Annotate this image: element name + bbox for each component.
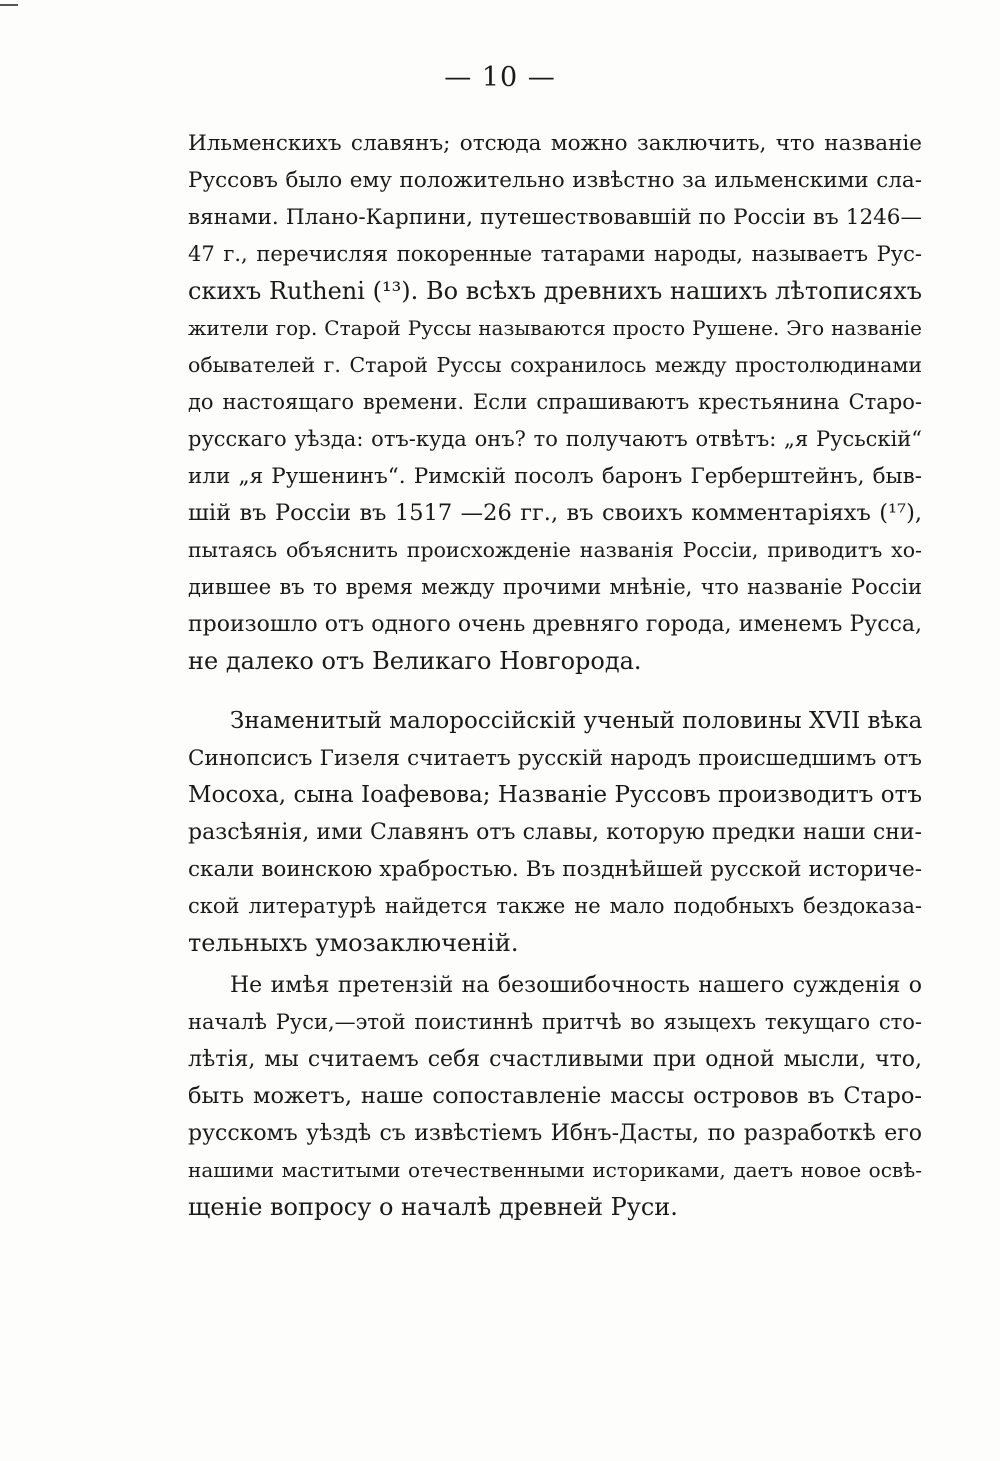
scan-corner-mark	[0, 4, 18, 6]
text-line: скали воинскою храбростью. Въ позднѣйшей русской историче-	[188, 857, 922, 882]
text-line: до настоящаго времени. Если спрашиваютъ крестьянина Старо-	[188, 390, 922, 414]
text-line: жители гор. Старой Руссы называются просто Рушене. Эго названіе	[188, 316, 922, 340]
text-line: тельныхъ умозаключеній.	[188, 929, 519, 957]
text-line: нашими маститыми отечественными историками, даетъ новое освѣ-	[188, 1158, 922, 1182]
text-line: быть можетъ, наше сопоставленіе массы островов въ Старо-	[188, 1083, 922, 1109]
text-line: или „я Рушенинъ“. Римскій посолъ баронъ Герберштейнъ, быв-	[188, 464, 922, 489]
text-line: 47 г., перечисляя покоренные татарами народы, называетъ Рус-	[188, 242, 922, 266]
text-line: ской литературѣ найдется также не мало подобныхъ бездоказа-	[188, 894, 922, 918]
text-line: русскаго уѣзда: отъ-куда онъ? то получаютъ отвѣтъ: „я Русьскій“	[188, 427, 922, 451]
text-line: не далеко отъ Великаго Новгорода.	[188, 647, 642, 675]
text-line: Синопсисъ Гизеля считаетъ русскій народъ происшедшимъ отъ	[188, 746, 922, 771]
text-line: дившее въ то время между прочими мнѣніе, что названіе Россіи	[188, 575, 922, 599]
text-line: вянами. Плано-Карпини, путешествовавшій по Россіи въ 1246—	[188, 205, 922, 230]
text-line: произошло отъ одного очень древняго города, именемъ Русса,	[188, 612, 922, 637]
paragraph-3	[188, 967, 922, 1226]
text-line: русскомъ уѣздѣ съ извѣстіемъ Ибнъ-Дасты, по разработкѣ его	[188, 1121, 922, 1146]
text-line: Не имѣя претензій на безошибочность нашего сужденія о	[230, 973, 922, 998]
text-line: щеніе вопросу о началѣ древней Руси.	[188, 1193, 678, 1221]
paragraph-1	[188, 125, 922, 680]
text-line: шій въ Россіи въ 1517 —26 гг., въ своихъ комментаріяхъ (¹⁷),	[188, 500, 922, 526]
text-line: Знаменитый малороссійскій ученый половины XVII вѣка	[230, 708, 922, 734]
text-line: Мосоха, сына Іоафевова; Названіе Руссовъ производитъ отъ	[188, 782, 922, 808]
page-number: — 10 —	[444, 62, 556, 93]
paragraph-2	[188, 703, 922, 962]
text-line: началѣ Руси,—этой поистиннѣ притчѣ во языцехъ текущаго сто-	[188, 1010, 922, 1034]
text-line: обывателей г. Старой Руссы сохранилось между простолюдинами	[188, 353, 922, 377]
text-line: Руссовъ было ему положительно извѣстно за ильменскими сла-	[188, 168, 922, 193]
text-line: скихъ Ruthеni (¹³). Во всѣхъ древнихъ нашихъ лѣтописяхъ	[188, 277, 922, 305]
text-line: лѣтія, мы считаемъ себя счастливыми при одной мысли, что,	[188, 1047, 922, 1072]
text-line: пытаясь объяснить происхожденіе названія Россіи, приводитъ хо-	[188, 538, 922, 562]
text-line: Ильменскихъ славянъ; отсюда можно заключить, что названіе	[188, 131, 922, 156]
text-line: разсѣянія, ими Славянъ отъ славы, которую предки наши сни-	[188, 820, 922, 845]
